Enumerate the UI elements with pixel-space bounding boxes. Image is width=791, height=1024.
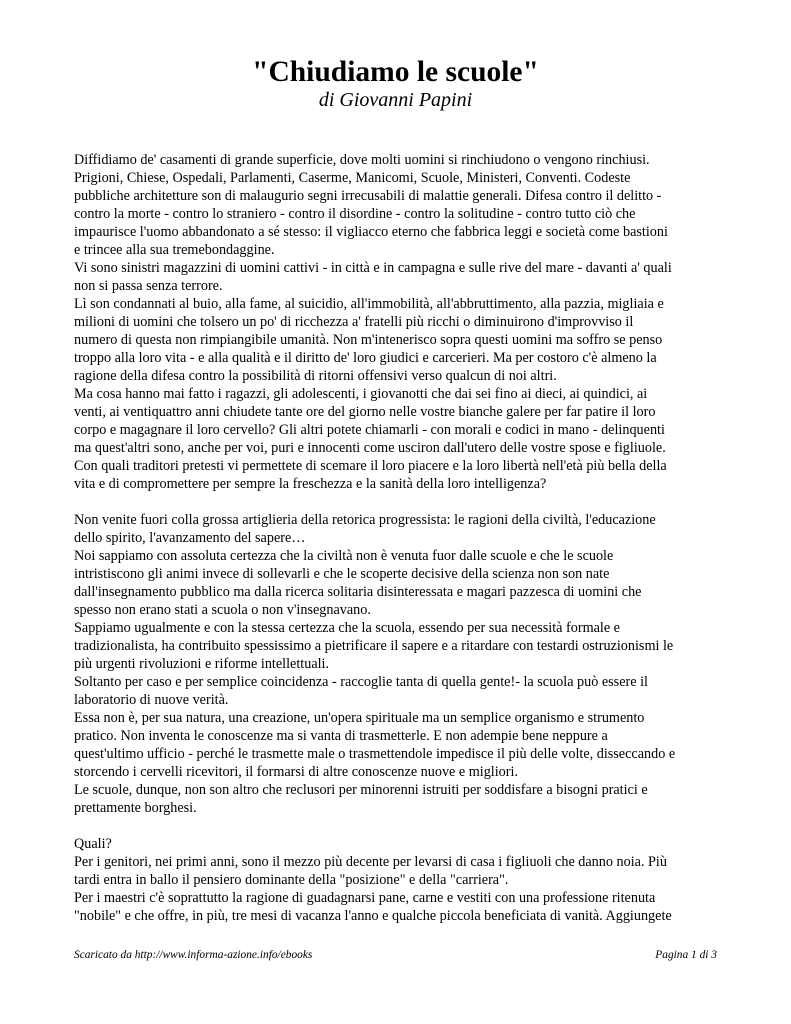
text-line: contro la morte - contro lo straniero - contro il disordine - contro la solitudine - contro tutto ciò che [74, 206, 636, 222]
footer-source: Scaricato da http://www.informa-azione.info/ebooks [74, 949, 313, 961]
text-line: numero di questa non rimpiangibile umanità. Non m'intenerisco sopra questi uomini ma soffro se penso [74, 332, 663, 348]
text-line: Sappiamo ugualmente e con la stessa certezza che la scuola, essendo per sua necessità formale e [74, 620, 620, 636]
text-line [74, 817, 725, 835]
text-line: laboratorio di nuove verità. [74, 692, 229, 708]
text-line: ma quest'altri sono, anche per voi, puri e innocenti come usciron dall'utero delle vostre spose e figliuole. [74, 440, 666, 456]
text-line: intristiscono gli animi invece di sollevarli e che le scoperte decisive della scienza non son nate [74, 566, 610, 582]
text-line: e trincee alla sua tremebondaggine. [74, 242, 275, 258]
text-line: Prigioni, Chiese, Ospedali, Parlamenti, Caserme, Manicomi, Scuole, Ministeri, Conventi. Codeste [74, 170, 631, 186]
text-line: Noi sappiamo con assoluta certezza che la civiltà non è venuta fuor dalle scuole e che le scuole [74, 548, 614, 564]
text-line: prettamente borghesi. [74, 800, 197, 816]
text-line: pubbliche architetture son di malaugurio segni irrecusabili di malattie generali. Difesa contro il delitto - [74, 188, 662, 204]
text-line: Ma cosa hanno mai fatto i ragazzi, gli adolescenti, i giovanotti che dai sei fino ai dieci, ai quindici, ai [74, 386, 648, 402]
text-line [74, 493, 725, 511]
document-author: di Giovanni Papini [318, 89, 473, 111]
text-line: Vi sono sinistri magazzini di uomini cattivi - in città e in campagna e sulle rive del mare - davanti a' quali [74, 260, 672, 276]
text-line: troppo alla loro vita - e alla qualità e il diritto de' loro giudici e carcerieri. Ma per costoro c'è almeno la [74, 350, 657, 366]
footer-page-number: Pagina 1 di 3 [655, 949, 717, 961]
text-line: Con quali traditori pretesti vi permettete di scemare il loro piacere e la loro libertà nell'età più bella della [74, 458, 667, 474]
text-line: ragione della difesa contro la possibilità di ritorni offensivi verso qualcun di noi altri. [74, 368, 557, 384]
text-line: milioni di uomini che tolsero un po' di ricchezza a' fratelli più ricchi o diminuirono d'improvviso il [74, 314, 634, 330]
text-line: più urgenti rivoluzioni e riforme intellettuali. [74, 656, 330, 672]
document-body [74, 151, 725, 925]
text-line: dello spirito, l'avanzamento del sapere… [74, 530, 306, 546]
document-title: "Chiudiamo le scuole" [252, 56, 539, 88]
text-line: storcendo i cervelli ricevitori, il formarsi di altre conoscenze nuove e migliori. [74, 764, 518, 780]
text-line: pratico. Non inventa le conoscenze ma si vanta di trasmetterle. E non adempie bene neppure a [74, 728, 608, 744]
text-line: venti, ai ventiquattro anni chiudete tante ore del giorno nelle vostre bianche galere per far patire il loro [74, 404, 656, 420]
text-line: tardi entra in ballo il pensiero dominante della "posizione" e della "carriera". [74, 872, 509, 888]
text-line: Per i maestri c'è soprattutto la ragione di guadagnarsi pane, carne e vestiti con una professione ritenuta [74, 890, 656, 906]
text-line: Per i genitori, nei primi anni, sono il mezzo più decente per levarsi di casa i figliuoli che danno noia. Più [74, 854, 667, 870]
text-line: Essa non è, per sua natura, una creazione, un'opera spirituale ma un semplice organismo e strumento [74, 710, 645, 726]
text-line: quest'ultimo ufficio - perché le trasmette male o trasmettendole impedisce il più delle volte, disseccando e [74, 746, 676, 762]
text-line: vita e di compromettere per sempre la freschezza e la sanità della loro intelligenza? [74, 476, 547, 492]
text-line: tradizionalista, ha contribuito spessissimo a pietrificare il sapere e a ritardare con testardi ostruzionismi le [74, 638, 674, 654]
text-line: Le scuole, dunque, non son altro che reclusori per minorenni istruiti per soddisfare a bisogni pratici e [74, 782, 648, 798]
text-line: spesso non erano stati a scuola o non v'insegnavano. [74, 602, 371, 618]
text-line: Soltanto per caso e per semplice coincidenza - raccoglie tanta di quella gente!- la scuola può essere il [74, 674, 648, 690]
text-line: impaurisce l'uomo abbandonato a sé stesso: il vigliacco eterno che fabbrica leggi e società come bastioni [74, 224, 668, 240]
text-line: non si passa senza terrore. [74, 278, 223, 294]
text-line: Non venite fuori colla grossa artiglieria della retorica progressista: le ragioni della civiltà, l'educazione [74, 512, 656, 528]
text-line: Lì son condannati al buio, alla fame, al suicidio, all'immobilità, all'abbruttimento, alla pazzia, migliaia e [74, 296, 664, 312]
text-line: dall'insegnamento pubblico ma dalla ricerca solitaria disinteressata e magari pazzesca di uomini che [74, 584, 642, 600]
text-line: corpo e magagnare il loro cervello? Gli altri potete chiamarli - con morali e codici in mano - delinquenti [74, 422, 665, 438]
text-line: Diffidiamo de' casamenti di grande superficie, dove molti uomini si rinchiudono o vengono rinchiusi. [74, 152, 650, 168]
text-line: "nobile" e che offre, in più, tre mesi di vacanza l'anno e qualche piccola beneficiata di vanità. Aggiungete [74, 908, 672, 924]
text-line: Quali? [74, 836, 112, 852]
